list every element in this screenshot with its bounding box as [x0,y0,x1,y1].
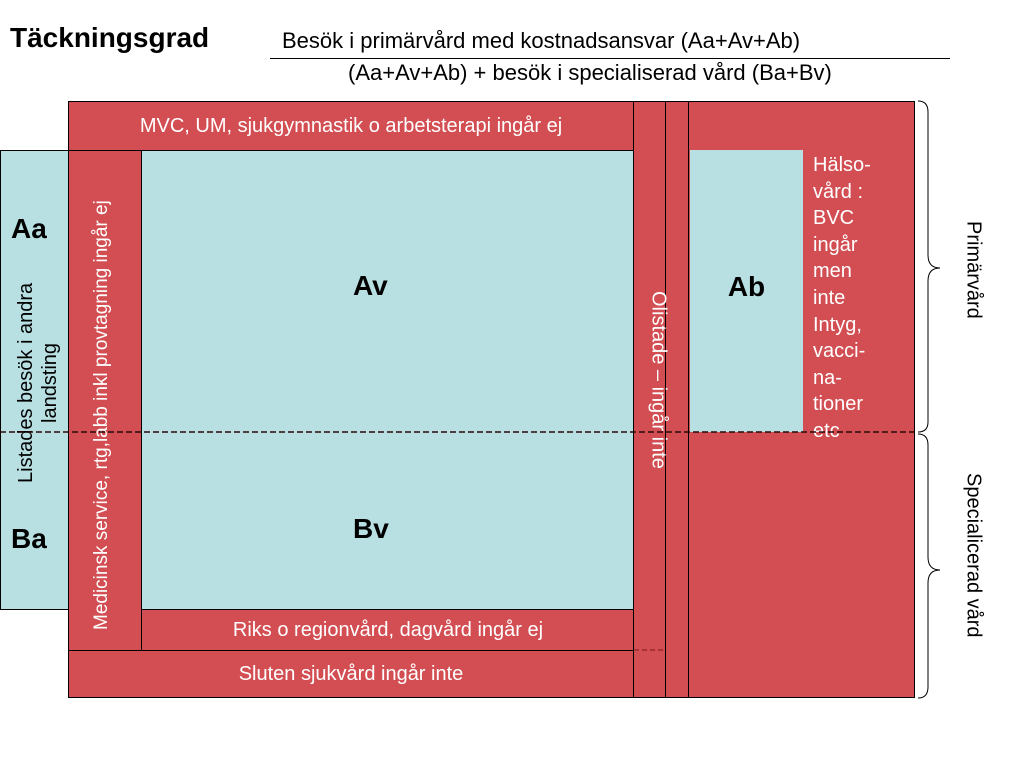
av-label: Av [353,270,388,301]
riks-band: Riks o regionvård, dagvård ingår ej [141,609,634,651]
halsovard-line: inte [813,286,846,309]
left-side-label: Listades besök i andra landsting [15,282,61,483]
page-title: Täckningsgrad [10,22,210,53]
olistade-label: Olistade – ingår inte [647,291,670,469]
halsovard-line: etc [813,419,840,442]
ba-label: Ba [11,523,47,554]
halsovard-line: vacci- [813,340,866,363]
ab-label: Ab [727,271,766,302]
halsovard-line: Intyg, [813,313,862,336]
sluten-band: Sluten sjukvård ingår inte [68,650,634,698]
halsovard-line: vård : [813,180,864,203]
halsovard-line: na- [813,366,842,389]
formula-numerator: Besök i primärvård med kostnadsansvar (Aa+Av+Ab) [282,28,801,53]
halsovard-line: ingår [813,233,858,256]
formula-denominator: (Aa+Av+Ab) + besök i specialiserad vård (Ba+Bv) [348,60,832,85]
halsovard-line: BVC [813,207,855,230]
halsovard-line: men [813,260,852,283]
top-band-label: MVC, UM, sjukgymnastik o arbetsterapi ingår ej [139,114,563,137]
halsovard-line: tioner [813,393,864,416]
halsovard-line: Hälso- [813,154,871,176]
bv-label: Bv [353,513,389,544]
aa-label: Aa [11,213,47,244]
specialized-label: Specialicerad vård [962,472,985,638]
left-column-label: Medicinsk service, rtg,labb inkl provtagning ingår ej [91,200,112,630]
primary-label: Primärvård [962,221,985,319]
